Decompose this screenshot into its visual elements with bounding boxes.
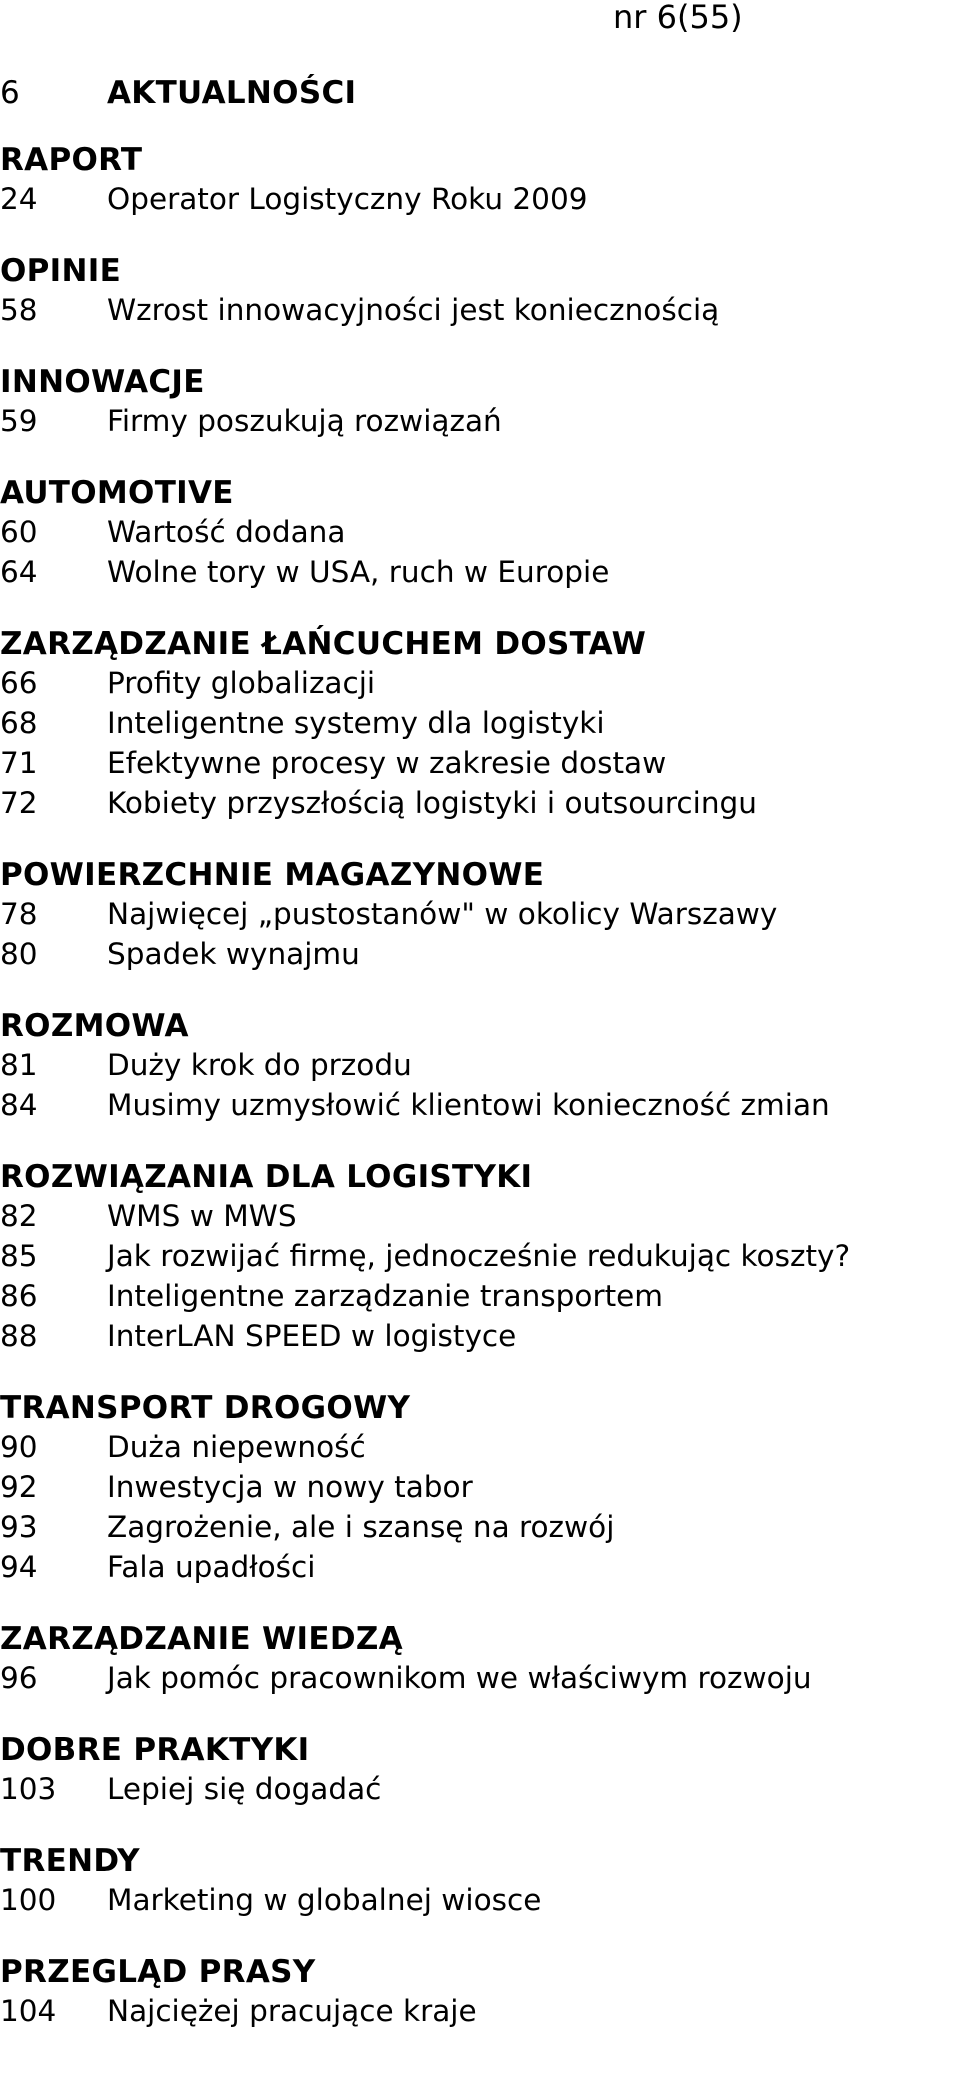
section-title: PRZEGLĄD PRASY — [0, 1954, 316, 1990]
article-title: Profity globalizacji — [107, 666, 376, 700]
page-number: 24 — [0, 182, 38, 216]
page-number: 92 — [0, 1470, 38, 1504]
toc-entry[interactable] — [0, 552, 960, 592]
article-title: Efektywne procesy w zakresie dostaw — [107, 746, 667, 780]
page-number: 88 — [0, 1319, 38, 1353]
toc-section — [0, 856, 960, 974]
toc-entry[interactable] — [0, 1507, 960, 1547]
article-title: Duży krok do przodu — [107, 1048, 412, 1082]
toc-section — [0, 1007, 960, 1125]
toc-entry[interactable] — [0, 1276, 960, 1316]
toc-entry[interactable] — [0, 512, 960, 552]
toc-entry[interactable] — [0, 1880, 960, 1920]
article-title: Operator Logistyczny Roku 2009 — [107, 182, 588, 216]
toc-section — [0, 1389, 960, 1587]
section-title: POWIERZCHNIE MAGAZYNOWE — [0, 857, 545, 893]
article-title: Wolne tory w USA, ruch w Europie — [107, 555, 610, 589]
section-title: ROZWIĄZANIA DLA LOGISTYKI — [0, 1159, 533, 1195]
section-title: OPINIE — [0, 253, 122, 289]
article-title: Wzrost innowacyjności jest koniecznością — [107, 293, 720, 327]
page-number: 93 — [0, 1510, 38, 1544]
toc-entry[interactable] — [0, 934, 960, 974]
page-number: 81 — [0, 1048, 38, 1082]
toc-entry[interactable] — [0, 1467, 960, 1507]
toc-entry[interactable] — [0, 1658, 960, 1698]
page-number: 86 — [0, 1279, 38, 1313]
page-number: 58 — [0, 293, 38, 327]
section-title: TRENDY — [0, 1843, 140, 1879]
section-title: TRANSPORT DROGOWY — [0, 1390, 411, 1426]
page-number: 80 — [0, 937, 38, 971]
lead-section-title: AKTUALNOŚCI — [107, 75, 357, 111]
section-title: ZARZĄDZANIE ŁAŃCUCHEM DOSTAW — [0, 626, 647, 662]
toc-entry[interactable] — [0, 1196, 960, 1236]
toc-section — [0, 141, 960, 219]
article-title: Marketing w globalnej wiosce — [107, 1883, 542, 1917]
toc-entry[interactable] — [0, 743, 960, 783]
toc-section — [0, 1842, 960, 1920]
toc-entry[interactable] — [0, 179, 960, 219]
article-title: Fala upadłości — [107, 1550, 316, 1584]
issue-number: nr 6(55) — [613, 0, 743, 36]
section-title: ZARZĄDZANIE WIEDZĄ — [0, 1621, 403, 1657]
article-title: Spadek wynajmu — [107, 937, 360, 971]
page-number: 104 — [0, 1994, 57, 2028]
page-number: 84 — [0, 1088, 38, 1122]
toc-entry[interactable] — [0, 1045, 960, 1085]
page-number: 60 — [0, 515, 38, 549]
page-number: 66 — [0, 666, 38, 700]
article-title: Najwięcej „pustostanów" w okolicy Warszawy — [107, 897, 778, 931]
page-number: 100 — [0, 1883, 57, 1917]
toc-section — [0, 1731, 960, 1809]
toc-entry[interactable] — [0, 1236, 960, 1276]
page-number: 94 — [0, 1550, 38, 1584]
article-title: Zagrożenie, ale i szansę na rozwój — [107, 1510, 615, 1544]
toc-entry[interactable] — [0, 401, 960, 441]
article-title: Jak pomóc pracownikom we właściwym rozwoju — [107, 1661, 812, 1695]
toc-section — [0, 1620, 960, 1698]
article-title: Jak rozwijać firmę, jednocześnie redukując koszty? — [107, 1239, 851, 1273]
article-title: Kobiety przyszłością logistyki i outsourcingu — [107, 786, 757, 820]
toc-entry[interactable] — [0, 1547, 960, 1587]
toc-section — [0, 252, 960, 330]
article-title: Inteligentne zarządzanie transportem — [107, 1279, 664, 1313]
page-number: 85 — [0, 1239, 38, 1273]
toc-entry[interactable] — [0, 894, 960, 934]
toc-sections — [0, 141, 960, 2031]
article-title: InterLAN SPEED w logistyce — [107, 1319, 517, 1353]
page-number: 78 — [0, 897, 38, 931]
toc-entry[interactable] — [0, 1769, 960, 1809]
section-title: DOBRE PRAKTYKI — [0, 1732, 310, 1768]
toc-entry[interactable] — [0, 1316, 960, 1356]
page-number: 90 — [0, 1430, 38, 1464]
article-title: Lepiej się dogadać — [107, 1772, 382, 1806]
section-title: AUTOMOTIVE — [0, 475, 234, 511]
article-title: Musimy uzmysłowić klientowi konieczność zmian — [107, 1088, 830, 1122]
article-title: Najciężej pracujące kraje — [107, 1994, 477, 2028]
page-number: 82 — [0, 1199, 38, 1233]
section-title: RAPORT — [0, 142, 143, 178]
article-title: Duża niepewność — [107, 1430, 366, 1464]
toc-entry[interactable] — [0, 783, 960, 823]
article-title: Inteligentne systemy dla logistyki — [107, 706, 605, 740]
page-number: 64 — [0, 555, 38, 589]
toc-section — [0, 625, 960, 823]
toc-entry[interactable] — [0, 1991, 960, 2031]
article-title: Wartość dodana — [107, 515, 346, 549]
page-number: 68 — [0, 706, 38, 740]
page-number: 103 — [0, 1772, 57, 1806]
toc-lead-entry[interactable] — [0, 74, 960, 112]
toc-section — [0, 363, 960, 441]
page-number: 71 — [0, 746, 38, 780]
toc-section — [0, 1158, 960, 1356]
toc-section — [0, 1953, 960, 2031]
page-number: 59 — [0, 404, 38, 438]
toc-entry[interactable] — [0, 703, 960, 743]
page-number: 6 — [0, 75, 20, 111]
toc-entry[interactable] — [0, 663, 960, 703]
section-title: ROZMOWA — [0, 1008, 189, 1044]
toc-entry[interactable] — [0, 1085, 960, 1125]
article-title: Firmy poszukują rozwiązań — [107, 404, 502, 438]
page-number: 72 — [0, 786, 38, 820]
article-title: WMS w MWS — [107, 1199, 297, 1233]
toc-entry[interactable] — [0, 1427, 960, 1467]
toc-entry[interactable] — [0, 290, 960, 330]
table-of-contents — [0, 74, 960, 2064]
page-number: 96 — [0, 1661, 38, 1695]
toc-section — [0, 474, 960, 592]
section-title: INNOWACJE — [0, 364, 205, 400]
article-title: Inwestycja w nowy tabor — [107, 1470, 473, 1504]
